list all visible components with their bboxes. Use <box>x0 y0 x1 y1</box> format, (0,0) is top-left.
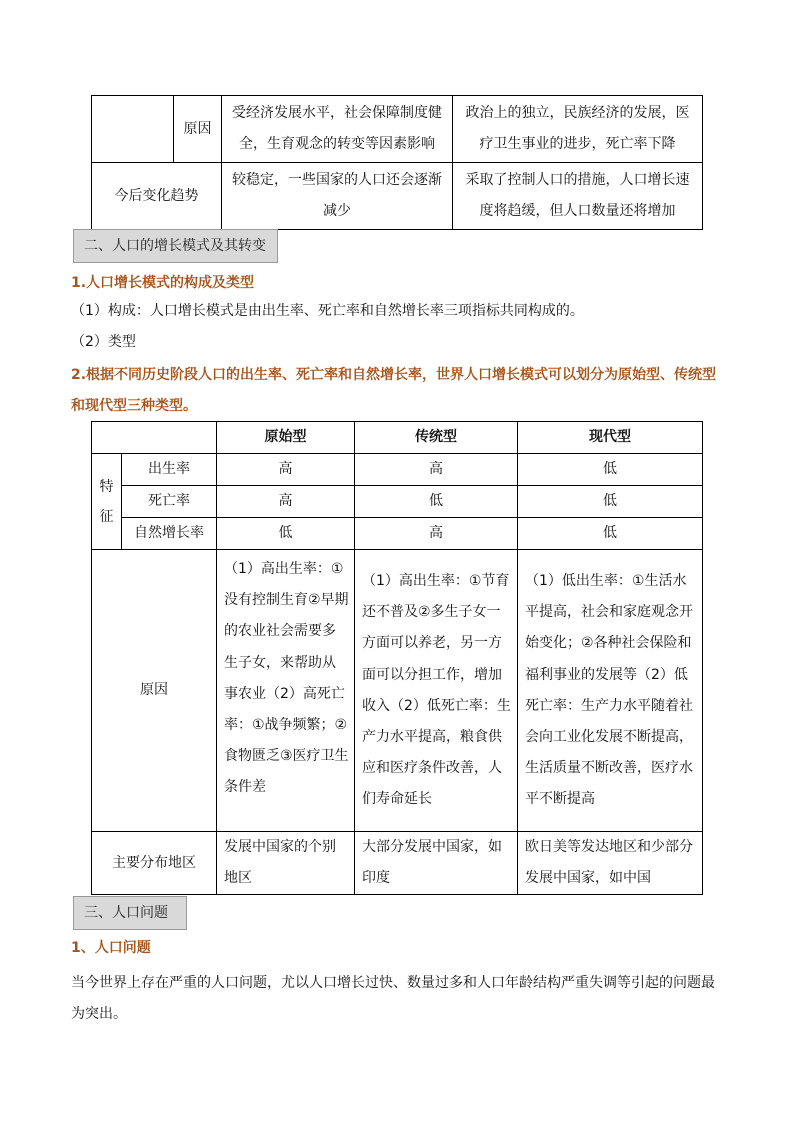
region-primitive: 发展中国家的个别地区 <box>217 832 355 895</box>
table-cell: 低 <box>355 486 518 518</box>
row-label: 自然增长率 <box>122 518 217 550</box>
table-cell-empty <box>92 96 174 163</box>
paragraph: （1）构成：人口增长模式是由出生率、死亡率和自然增长率三项指标共同构成的。 <box>71 303 584 319</box>
column-header: 现代型 <box>518 422 703 454</box>
subheading: 1、人口问题 <box>71 940 151 956</box>
growth-pattern-table <box>91 421 703 895</box>
paragraph: 当今世界上存在严重的人口问题，尤以人口增长过快、数量过多和人口年龄结构严重失调等引起的问题最 <box>71 975 715 991</box>
table-cell: 低 <box>518 486 703 518</box>
paragraph: （2）类型 <box>71 334 136 350</box>
reason-developing: 政治上的独立，民族经济的发展，医疗卫生事业的进步，死亡率下降 <box>453 96 703 163</box>
comparison-table-continued <box>91 95 703 230</box>
row-label: 死亡率 <box>122 486 217 518</box>
trend-developed: 较稳定，一些国家的人口还会逐渐减少 <box>222 163 453 230</box>
region-label: 主要分布地区 <box>92 832 217 895</box>
reason-primitive: （1）高出生率：①没有控制生育②早期的农业社会需要多生子女，来帮助从事农业（2）高死亡率：①战争频繁；②食物匮乏③医疗卫生条件差 <box>217 550 355 832</box>
subheading: 和现代型三种类型。 <box>71 398 197 414</box>
table-cell: 高 <box>217 486 355 518</box>
trend-label: 今后变化趋势 <box>92 163 222 230</box>
table-cell: 低 <box>518 454 703 486</box>
section-heading-band: 三、人口问题 <box>73 896 187 930</box>
paragraph: 为突出。 <box>71 1006 127 1022</box>
row-label: 出生率 <box>122 454 217 486</box>
trend-developing: 采取了控制人口的措施，人口增长速度将趋缓，但人口数量还将增加 <box>453 163 703 230</box>
table-cell: 低 <box>217 518 355 550</box>
table-cell: 高 <box>217 454 355 486</box>
reason-label: 原因 <box>174 96 222 163</box>
reason-traditional: （1）高出生率：①节育还不普及②多生子女一方面可以养老，另一方面可以分担工作，增加收入（2）低死亡率：生产力水平提高，粮食供应和医疗条件改善，人们寿命延长 <box>355 550 518 832</box>
column-header: 传统型 <box>355 422 518 454</box>
table-cell: 低 <box>518 518 703 550</box>
table-cell: 高 <box>355 518 518 550</box>
subheading: 1.人口增长模式的构成及类型 <box>71 275 255 291</box>
region-modern: 欧日美等发达地区和少部分发展中国家，如中国 <box>518 832 703 895</box>
table-corner <box>92 422 217 454</box>
subheading: 2.根据不同历史阶段人口的出生率、死亡率和自然增长率，世界人口增长模式可以划分为原始型、传统型 <box>71 367 717 383</box>
section-heading-band: 二、人口的增长模式及其转变 <box>73 229 278 263</box>
reason-modern: （1）低出生率：①生活水平提高，社会和家庭观念开始变化；②各种社会保险和福利事业的发展等（2）低死亡率：生产力水平随着社会向工业化发展不断提高，生活质量不断改善，医疗水平不断提高 <box>518 550 703 832</box>
column-header: 原始型 <box>217 422 355 454</box>
reason-developed: 受经济发展水平，社会保障制度健全，生育观念的转变等因素影响 <box>222 96 453 163</box>
feature-label: 特征 <box>92 454 122 550</box>
reason-label: 原因 <box>92 550 217 832</box>
region-traditional: 大部分发展中国家，如印度 <box>355 832 518 895</box>
table-cell: 高 <box>355 454 518 486</box>
